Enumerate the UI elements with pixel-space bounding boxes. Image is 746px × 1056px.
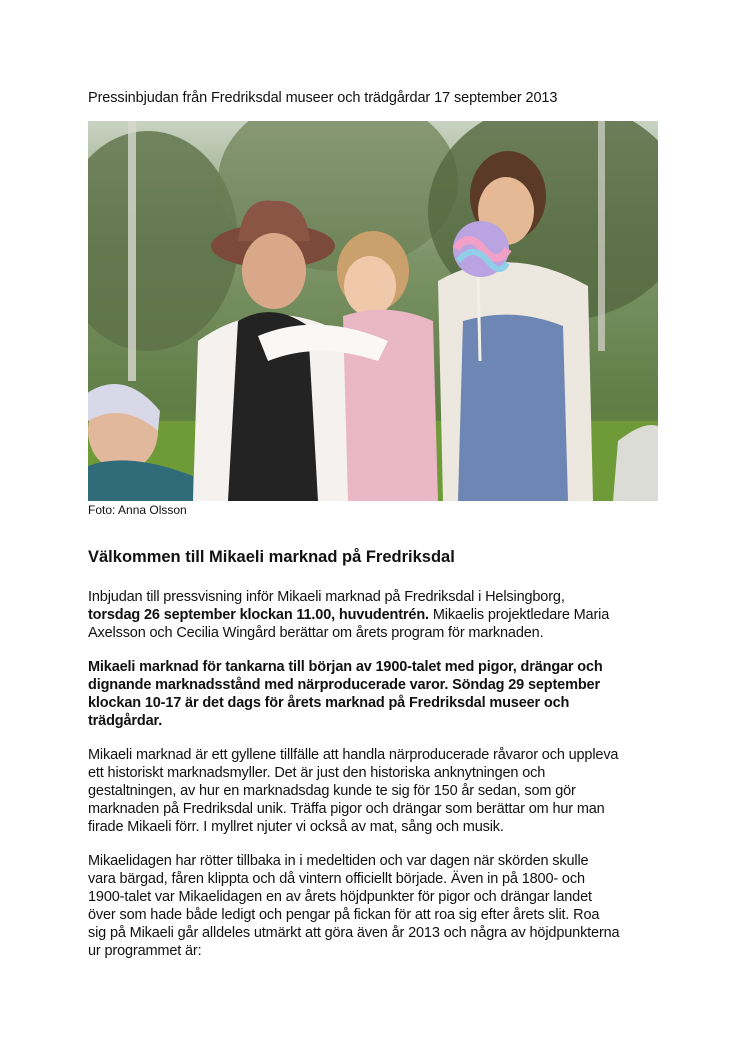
- paragraph-history: [88, 852, 668, 960]
- text-line: firade Mikaeli förr. I myllret njuter vi också av mat, sång och musik.: [88, 819, 504, 835]
- text-line: Mikaeli marknad är ett gyllene tillfälle att handla närproducerade råvaror och uppleva: [88, 747, 619, 763]
- text-line: Mikaelidagen har rötter tillbaka in i medeltiden och var dagen när skörden skulle: [88, 853, 589, 869]
- bold-date-text: torsdag 26 september klockan 11.00, huvudentrén.: [88, 607, 429, 623]
- text-line: ur programmet är:: [88, 943, 202, 959]
- paragraph-press-viewing: [88, 588, 668, 642]
- text-line: över som hade både ledigt och pengar på fickan för att roa sig efter årets slit. Roa: [88, 907, 600, 923]
- text-line: Mikaeli marknad för tankarna till början av 1900-talet med pigor, drängar och: [88, 659, 603, 675]
- text-line: gestaltningen, av hur en marknadsdag kunde te sig för 150 år sedan, som gör: [88, 783, 576, 799]
- text-line: trädgårdar.: [88, 713, 163, 729]
- text-line: vara bärgad, fåren klippta och då vintern officiellt började. Även in på 1800- och: [88, 871, 585, 887]
- text-line: Axelsson och Cecilia Wingård berättar om årets program för marknaden.: [88, 625, 544, 641]
- text-span: Mikaelis projektledare Maria: [428, 607, 610, 623]
- text-line: sig på Mikaeli går alldeles utmärkt att göra även år 2013 och några av höjdpunkterna: [88, 925, 620, 941]
- paragraph-market-description: [88, 746, 668, 836]
- press-invitation-header: Pressinbjudan från Fredriksdal museer och trädgårdar 17 september 2013: [88, 90, 558, 106]
- text-line: [88, 606, 668, 624]
- text-line: klockan 10-17 är det dags för årets marknad på Fredriksdal museer och: [88, 695, 570, 711]
- paragraph-market-intro: [88, 658, 668, 730]
- photo-illustration: [88, 121, 658, 501]
- article-title: Välkommen till Mikaeli marknad på Fredriksdal: [88, 548, 455, 566]
- market-photo: [88, 121, 658, 501]
- text-line: Inbjudan till pressvisning inför Mikaeli marknad på Fredriksdal i Helsingborg,: [88, 589, 565, 605]
- text-line: 1900-talet var Mikaelidagen en av årets höjdpunkter för pigor och drängar landet: [88, 889, 592, 905]
- photo-caption: Foto: Anna Olsson: [88, 503, 187, 517]
- text-line: marknaden på Fredriksdal unik. Träffa pigor och drängar som berättar om hur man: [88, 801, 605, 817]
- text-line: ett historiskt marknadsmyller. Det är just den historiska anknytningen och: [88, 765, 546, 781]
- text-line: dignande marknadsstånd med närproducerade varor. Söndag 29 september: [88, 677, 600, 693]
